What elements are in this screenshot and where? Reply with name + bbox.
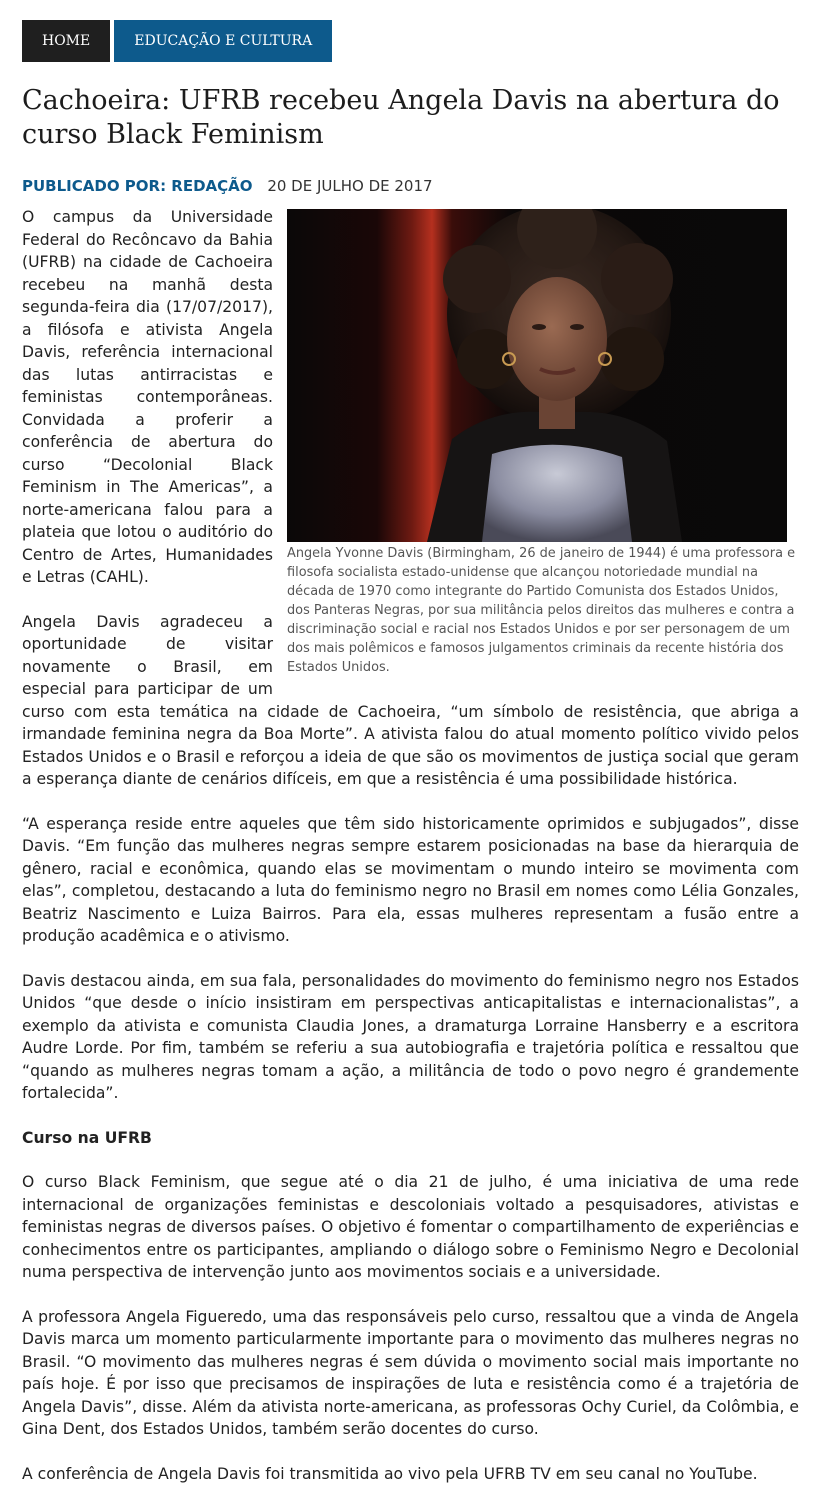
paragraph: O curso Black Feminism, que segue até o dia 21 de julho, é uma iniciativa de uma rede internacional de organizações feministas e descoloniais voltado a pesquisadores, ativistas e feministas negras de diversos países. O objetivo é fomentar o compartilhamento de experiências e conhecimentos entre os participantes, ampliando o diálogo sobre o Feminismo Negro e Decolonial numa perspectiva de intervenção junto aos movimentos sociais e a universidade. [22, 1173, 799, 1281]
photo-caption: Angela Yvonne Davis (Birmingham, 26 de janeiro de 1944) é uma professora e filosofa socialista estado-unidense que alcançou notoriedade mundial na década de 1970 como integrante do Partido Comunista dos Estados Unidos, dos Panteras Negras, por sua militância pelos direitos das mulheres e contra a discriminação social e racial nos Estados Unidos e por ser personagem de um dos mais polêmicos e famosos julgamentos criminais da recente história dos Estados Unidos. [287, 546, 795, 675]
article-byline[interactable]: PUBLICADO POR: REDAÇÃO [22, 177, 253, 195]
article-title: Cachoeira: UFRB recebeu Angela Davis na abertura do curso Black Feminism [22, 85, 780, 150]
paragraph: O campus da Universidade Federal do Recôncavo da Bahia (UFRB) na cidade de Cachoeira recebeu na manhã desta segunda-feira dia (17/07/2017), a filósofa e ativista Angela Davis, referência internacional das lutas antirracistas e feministas contemporâneas. Convidada a proferir a conferência de abertura do curso “Decolonial Black Feminism in The Americas”, a norte-americana falou para a plateia que lotou o auditório do Centro de Artes, Humanidades e Letras (CAHL). [22, 208, 273, 586]
paragraph: A conferência de Angela Davis foi transmitida ao vivo pela UFRB TV em seu canal no YouTube. [22, 1464, 758, 1483]
article-date: 20 DE JULHO DE 2017 [267, 177, 433, 195]
article-body [22, 206, 799, 1507]
article-meta [22, 176, 433, 196]
paragraph: “A esperança reside entre aqueles que têm sido historicamente oprimidos e subjugados”, disse Davis. “Em função das mulheres negras sempre estarem posicionadas na base da hierarquia de gênero, racial e econômica, quando elas se movimentam o mundo inteiro se movimenta com elas”, completou, destacando a luta do feminismo negro no Brasil em nomes como Lélia Gonzales, Beatriz Nascimento e Luiza Bairros. Para ela, essas mulheres representam a fusão entre a produção acadêmica e o ativismo. [22, 814, 799, 945]
paragraph: Davis destacou ainda, em sua fala, personalidades do movimento do feminismo negro nos Estados Unidos “que desde o início insistiram em perspectivas anticapitalistas e internacionalistas”, a exemplo da ativista e comunista Claudia Jones, a dramaturga Lorraine Hansberry e a escritora Audre Lorde. Por fim, também se referiu a sua autobiografia e trajetória política e ressaltou que “quando as mulheres negras tomam a ação, a militância de todo o povo negro é grandemente fortalecida”. [22, 971, 799, 1102]
portrait-photo [287, 209, 787, 542]
paragraph: A professora Angela Figueredo, uma das responsáveis pelo curso, ressaltou que a vinda de Angela Davis marca um momento particularmente importante para o movimento das mulheres negras no Brasil. “O movimento das mulheres negras é sem dúvida o movimento social mais importante no país hoje. É por isso que precisamos de inspirações de luta e resistência como é a trajetória de Angela Davis”, disse. Além da ativista norte-americana, as professoras Ochy Curiel, da Colômbia, e Gina Dent, dos Estados Unidos, também serão docentes do curso. [22, 1307, 799, 1438]
breadcrumb-category-link[interactable]: EDUCAÇÃO E CULTURA [114, 20, 332, 62]
breadcrumb [22, 20, 332, 62]
breadcrumb-home-link[interactable]: HOME [22, 20, 110, 62]
article-figure [287, 209, 799, 677]
paragraph: Angela Davis agradeceu a oportunidade de visitar novamente o Brasil, em especial para participar de um curso com esta temática na cidade de Cachoeira, “um símbolo de resistência, que abriga a irmandade feminina negra da Boa Morte”. A ativista falou do atual momento político vivido pelos Estados Unidos e o Brasil e reforçou a ideia de que são os movimentos de justiça social que geram a esperança diante de cenários difíceis, em que a resistência é uma possibilidade histórica. [22, 612, 799, 788]
section-heading: Curso na UFRB [22, 1128, 152, 1147]
